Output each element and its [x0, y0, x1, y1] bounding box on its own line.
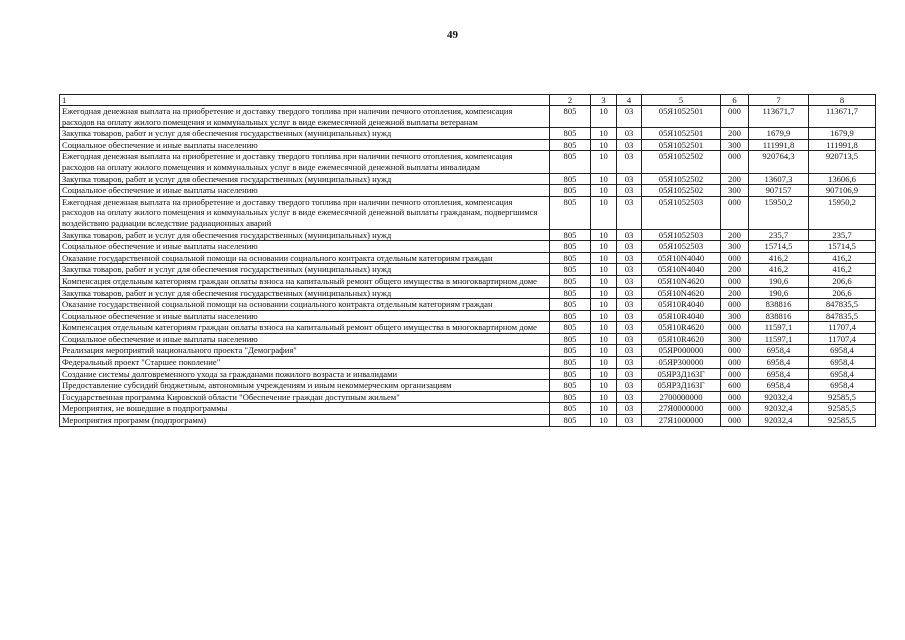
table-cell: 805: [550, 128, 591, 140]
table-cell: 000: [721, 275, 749, 287]
table-row: [60, 391, 876, 403]
table-row: [60, 229, 876, 241]
table-cell: 10: [591, 264, 617, 276]
table-cell: 805: [550, 139, 591, 151]
table-cell: 03: [617, 368, 642, 380]
table-cell: 000: [721, 403, 749, 415]
table-cell: 1679,9: [809, 128, 876, 140]
column-header: 3: [591, 95, 617, 106]
table-cell: 05Я10N4620: [642, 275, 721, 287]
table-cell: 113671,7: [749, 106, 809, 128]
table-cell: 907106,9: [809, 185, 876, 197]
table-cell: 200: [721, 229, 749, 241]
table-cell: 805: [550, 415, 591, 427]
table-cell: 200: [721, 264, 749, 276]
table-cell: 920713,5: [809, 151, 876, 173]
table-cell: 10: [591, 241, 617, 253]
table-cell: 11597,1: [749, 333, 809, 345]
table-cell: 6958,4: [809, 380, 876, 392]
table-cell: 190,6: [749, 287, 809, 299]
table-cell: 05Я10N4040: [642, 264, 721, 276]
table-cell: 805: [550, 391, 591, 403]
table-cell: 03: [617, 139, 642, 151]
table-cell: 805: [550, 345, 591, 357]
table-cell: 03: [617, 287, 642, 299]
table-cell: 03: [617, 310, 642, 322]
table-cell: 05Я10R4620: [642, 333, 721, 345]
table-row: [60, 380, 876, 392]
table-cell: 11707,4: [809, 322, 876, 334]
table-cell: 03: [617, 299, 642, 311]
table-row: [60, 275, 876, 287]
table-cell: 300: [721, 241, 749, 253]
table-row: [60, 287, 876, 299]
table-cell: 600: [721, 380, 749, 392]
table-cell: 805: [550, 196, 591, 229]
table-cell: Ежегодная денежная выплата на приобретение и доставку твердого топлива при наличии печного отопления, компенсация расходов на оплату жилого помещения и коммунальных услуг в виде ежемесячной денежной выплаты ветеранам: [60, 106, 550, 128]
table-cell: 10: [591, 322, 617, 334]
table-cell: 805: [550, 106, 591, 128]
table-header-row: [60, 95, 876, 106]
table-cell: 000: [721, 357, 749, 369]
table-cell: 000: [721, 322, 749, 334]
table-row: [60, 345, 876, 357]
table-cell: 805: [550, 403, 591, 415]
column-header: 4: [617, 95, 642, 106]
table-cell: 000: [721, 106, 749, 128]
table-cell: 000: [721, 368, 749, 380]
table-row: [60, 151, 876, 173]
table-cell: 10: [591, 403, 617, 415]
table-cell: 847835,5: [809, 310, 876, 322]
table-cell: 05ЯР3Д163Г: [642, 380, 721, 392]
table-cell: 000: [721, 345, 749, 357]
table-row: [60, 333, 876, 345]
table-cell: 27Я1000000: [642, 415, 721, 427]
table-cell: 847835,5: [809, 299, 876, 311]
table-cell: 235,7: [809, 229, 876, 241]
table-cell: 05Я1052503: [642, 196, 721, 229]
table-cell: 805: [550, 151, 591, 173]
table-cell: 300: [721, 139, 749, 151]
table-cell: 13607,3: [749, 173, 809, 185]
table-cell: 000: [721, 299, 749, 311]
table-cell: Закупка товаров, работ и услуг для обеспечения государственных (муниципальных) нужд: [60, 173, 550, 185]
table-cell: 05Я10N4040: [642, 252, 721, 264]
table-cell: Мероприятия, не вошедшие в подпрограммы: [60, 403, 550, 415]
table-cell: 1679,9: [749, 128, 809, 140]
table-row: [60, 299, 876, 311]
table-cell: Создание системы долговременного ухода за гражданами пожилого возраста и инвалидами: [60, 368, 550, 380]
table-cell: 300: [721, 310, 749, 322]
table-cell: 805: [550, 185, 591, 197]
table-cell: 05Я1052503: [642, 229, 721, 241]
table-cell: 05Я1052503: [642, 241, 721, 253]
table-cell: 13606,6: [809, 173, 876, 185]
table-cell: 200: [721, 287, 749, 299]
table-row: [60, 322, 876, 334]
table-cell: 03: [617, 241, 642, 253]
table-cell: 03: [617, 128, 642, 140]
table-cell: 92585,5: [809, 403, 876, 415]
table-cell: 27Я0000000: [642, 403, 721, 415]
table-cell: 03: [617, 345, 642, 357]
table-cell: 10: [591, 229, 617, 241]
table-row: [60, 173, 876, 185]
table-cell: 03: [617, 391, 642, 403]
table-cell: 6958,4: [749, 380, 809, 392]
table-cell: 92032,4: [749, 391, 809, 403]
table-body: [60, 106, 876, 427]
table-cell: 805: [550, 173, 591, 185]
budget-table: [59, 94, 876, 427]
table-cell: 805: [550, 264, 591, 276]
table-cell: 805: [550, 241, 591, 253]
table-cell: 6958,4: [809, 368, 876, 380]
table-cell: Закупка товаров, работ и услуг для обеспечения государственных (муниципальных) нужд: [60, 128, 550, 140]
table-row: [60, 196, 876, 229]
table-cell: 6958,4: [809, 345, 876, 357]
table-cell: 10: [591, 380, 617, 392]
table-cell: 907157: [749, 185, 809, 197]
table-cell: 10: [591, 196, 617, 229]
table-cell: 05ЯР000000: [642, 345, 721, 357]
table-cell: 6958,4: [749, 368, 809, 380]
table-cell: 805: [550, 333, 591, 345]
table-cell: 113671,7: [809, 106, 876, 128]
table-cell: 6958,4: [749, 357, 809, 369]
table-cell: 000: [721, 391, 749, 403]
table-row: [60, 415, 876, 427]
table-cell: 10: [591, 368, 617, 380]
table-cell: 03: [617, 196, 642, 229]
table-cell: 416,2: [809, 264, 876, 276]
table-cell: 000: [721, 196, 749, 229]
table-cell: 05Я1052501: [642, 106, 721, 128]
table-cell: 11597,1: [749, 322, 809, 334]
table-cell: 6958,4: [749, 345, 809, 357]
table-cell: 416,2: [749, 252, 809, 264]
table-cell: 03: [617, 333, 642, 345]
column-header: 8: [809, 95, 876, 106]
table-cell: Социальное обеспечение и иные выплаты населению: [60, 139, 550, 151]
table-cell: Федеральный проект "Старшее поколение": [60, 357, 550, 369]
table-cell: 805: [550, 310, 591, 322]
table-cell: Государственная программа Кировской области "Обеспечение граждан доступным жильем": [60, 391, 550, 403]
table-cell: 05Я1052502: [642, 173, 721, 185]
column-header: 7: [749, 95, 809, 106]
table-cell: 10: [591, 151, 617, 173]
table-cell: 235,7: [749, 229, 809, 241]
table-cell: Социальное обеспечение и иные выплаты населению: [60, 310, 550, 322]
table-row: [60, 310, 876, 322]
table-cell: 805: [550, 229, 591, 241]
table-cell: 10: [591, 275, 617, 287]
table-cell: 03: [617, 380, 642, 392]
table-cell: 05Я1052501: [642, 128, 721, 140]
table-cell: 92032,4: [749, 403, 809, 415]
table-cell: 10: [591, 345, 617, 357]
table-cell: 805: [550, 322, 591, 334]
table-cell: 000: [721, 252, 749, 264]
table-cell: 03: [617, 252, 642, 264]
table-row: [60, 264, 876, 276]
table-cell: 10: [591, 185, 617, 197]
table-cell: 111991,8: [749, 139, 809, 151]
table-cell: 200: [721, 173, 749, 185]
table-row: [60, 106, 876, 128]
table-cell: 805: [550, 368, 591, 380]
column-header: 1: [60, 95, 550, 106]
column-header: 5: [642, 95, 721, 106]
table-cell: Ежегодная денежная выплата на приобретение и доставку твердого топлива при наличии печного отопления, компенсация расходов на оплату жилого помещения и коммунальных услуг в виде ежемесячной денежной выплаты гражданам, подвергшимся воздействию радиации вследствие радиационных аварий: [60, 196, 550, 229]
table-row: [60, 357, 876, 369]
table-cell: 05Я1052501: [642, 139, 721, 151]
table-row: [60, 368, 876, 380]
table-cell: 111991,8: [809, 139, 876, 151]
table-cell: 05ЯР3Д163Г: [642, 368, 721, 380]
table-cell: Социальное обеспечение и иные выплаты населению: [60, 185, 550, 197]
table-cell: 10: [591, 415, 617, 427]
table-cell: 03: [617, 322, 642, 334]
table-cell: 206,6: [809, 287, 876, 299]
table-row: [60, 185, 876, 197]
table-cell: 05Я10R4040: [642, 310, 721, 322]
table-cell: 03: [617, 415, 642, 427]
table-cell: Закупка товаров, работ и услуг для обеспечения государственных (муниципальных) нужд: [60, 264, 550, 276]
table-cell: 805: [550, 299, 591, 311]
table-cell: 805: [550, 357, 591, 369]
column-header: 6: [721, 95, 749, 106]
table-cell: 000: [721, 415, 749, 427]
table-cell: 200: [721, 128, 749, 140]
table-cell: 6958,4: [809, 357, 876, 369]
table-cell: 15714,5: [749, 241, 809, 253]
table-cell: 05ЯР300000: [642, 357, 721, 369]
table-cell: 05Я10N4620: [642, 287, 721, 299]
column-header: 2: [550, 95, 591, 106]
table-cell: 05Я10R4040: [642, 299, 721, 311]
page-number: 49: [447, 29, 458, 41]
table-cell: Компенсация отдельным категориям граждан оплаты взноса на капитальный ремонт общего имущества в многоквартирном доме: [60, 322, 550, 334]
table-cell: 15950,2: [809, 196, 876, 229]
table-cell: 10: [591, 128, 617, 140]
table-cell: Компенсация отдельным категориям граждан оплаты взноса на капитальный ремонт общего имущества в многоквартирном доме: [60, 275, 550, 287]
table-cell: 838816: [749, 299, 809, 311]
table-row: [60, 241, 876, 253]
table-cell: 03: [617, 357, 642, 369]
table-cell: 300: [721, 333, 749, 345]
table-cell: 03: [617, 151, 642, 173]
table-cell: 03: [617, 173, 642, 185]
table-row: [60, 252, 876, 264]
table-row: [60, 128, 876, 140]
table-cell: 92032,4: [749, 415, 809, 427]
table-cell: 03: [617, 185, 642, 197]
table-cell: Закупка товаров, работ и услуг для обеспечения государственных (муниципальных) нужд: [60, 287, 550, 299]
table-cell: 92585,5: [809, 415, 876, 427]
table-cell: 10: [591, 391, 617, 403]
table-cell: 10: [591, 357, 617, 369]
table-cell: 920764,3: [749, 151, 809, 173]
table-cell: Мероприятия программ (подпрограмм): [60, 415, 550, 427]
table-cell: 15950,2: [749, 196, 809, 229]
table-cell: 03: [617, 106, 642, 128]
table-cell: 10: [591, 310, 617, 322]
table-cell: 10: [591, 299, 617, 311]
table-cell: 10: [591, 173, 617, 185]
table-cell: 03: [617, 275, 642, 287]
table-cell: 838816: [749, 310, 809, 322]
table-cell: 05Я1052502: [642, 185, 721, 197]
table-cell: Социальное обеспечение и иные выплаты населению: [60, 333, 550, 345]
table-cell: 10: [591, 287, 617, 299]
table-cell: 10: [591, 106, 617, 128]
table-cell: 416,2: [809, 252, 876, 264]
table-cell: 805: [550, 275, 591, 287]
table-cell: 11707,4: [809, 333, 876, 345]
table-cell: 10: [591, 139, 617, 151]
table-cell: Ежегодная денежная выплата на приобретение и доставку твердого топлива при наличии печного отопления, компенсация расходов на оплату жилого помещения и коммунальных услуг в виде ежемесячной денежной выплаты инвалидам: [60, 151, 550, 173]
table-cell: Предоставление субсидий бюджетным, автономным учреждениям и иным некоммерческим организациям: [60, 380, 550, 392]
table-cell: 805: [550, 380, 591, 392]
table-cell: 10: [591, 252, 617, 264]
table-cell: 300: [721, 185, 749, 197]
table-cell: 92585,5: [809, 391, 876, 403]
table-cell: 05Я10R4620: [642, 322, 721, 334]
table-cell: 206,6: [809, 275, 876, 287]
table-cell: 10: [591, 333, 617, 345]
table-cell: Социальное обеспечение и иные выплаты населению: [60, 241, 550, 253]
table-cell: Оказание государственной социальной помощи на основании социального контракта отдельным категориям граждан: [60, 252, 550, 264]
table-cell: 190,6: [749, 275, 809, 287]
table-cell: 15714,5: [809, 241, 876, 253]
table-row: [60, 403, 876, 415]
table-cell: Закупка товаров, работ и услуг для обеспечения государственных (муниципальных) нужд: [60, 229, 550, 241]
table-cell: 03: [617, 229, 642, 241]
table-cell: 000: [721, 151, 749, 173]
table-row: [60, 139, 876, 151]
table-cell: 05Я1052502: [642, 151, 721, 173]
table-cell: 805: [550, 252, 591, 264]
table-cell: 2700000000: [642, 391, 721, 403]
table-cell: 03: [617, 403, 642, 415]
table-cell: 416,2: [749, 264, 809, 276]
table-cell: Реализация мероприятий национального проекта "Демография": [60, 345, 550, 357]
table-cell: 03: [617, 264, 642, 276]
table-cell: 805: [550, 287, 591, 299]
table-cell: Оказание государственной социальной помощи на основании социального контракта отдельным категориям граждан: [60, 299, 550, 311]
